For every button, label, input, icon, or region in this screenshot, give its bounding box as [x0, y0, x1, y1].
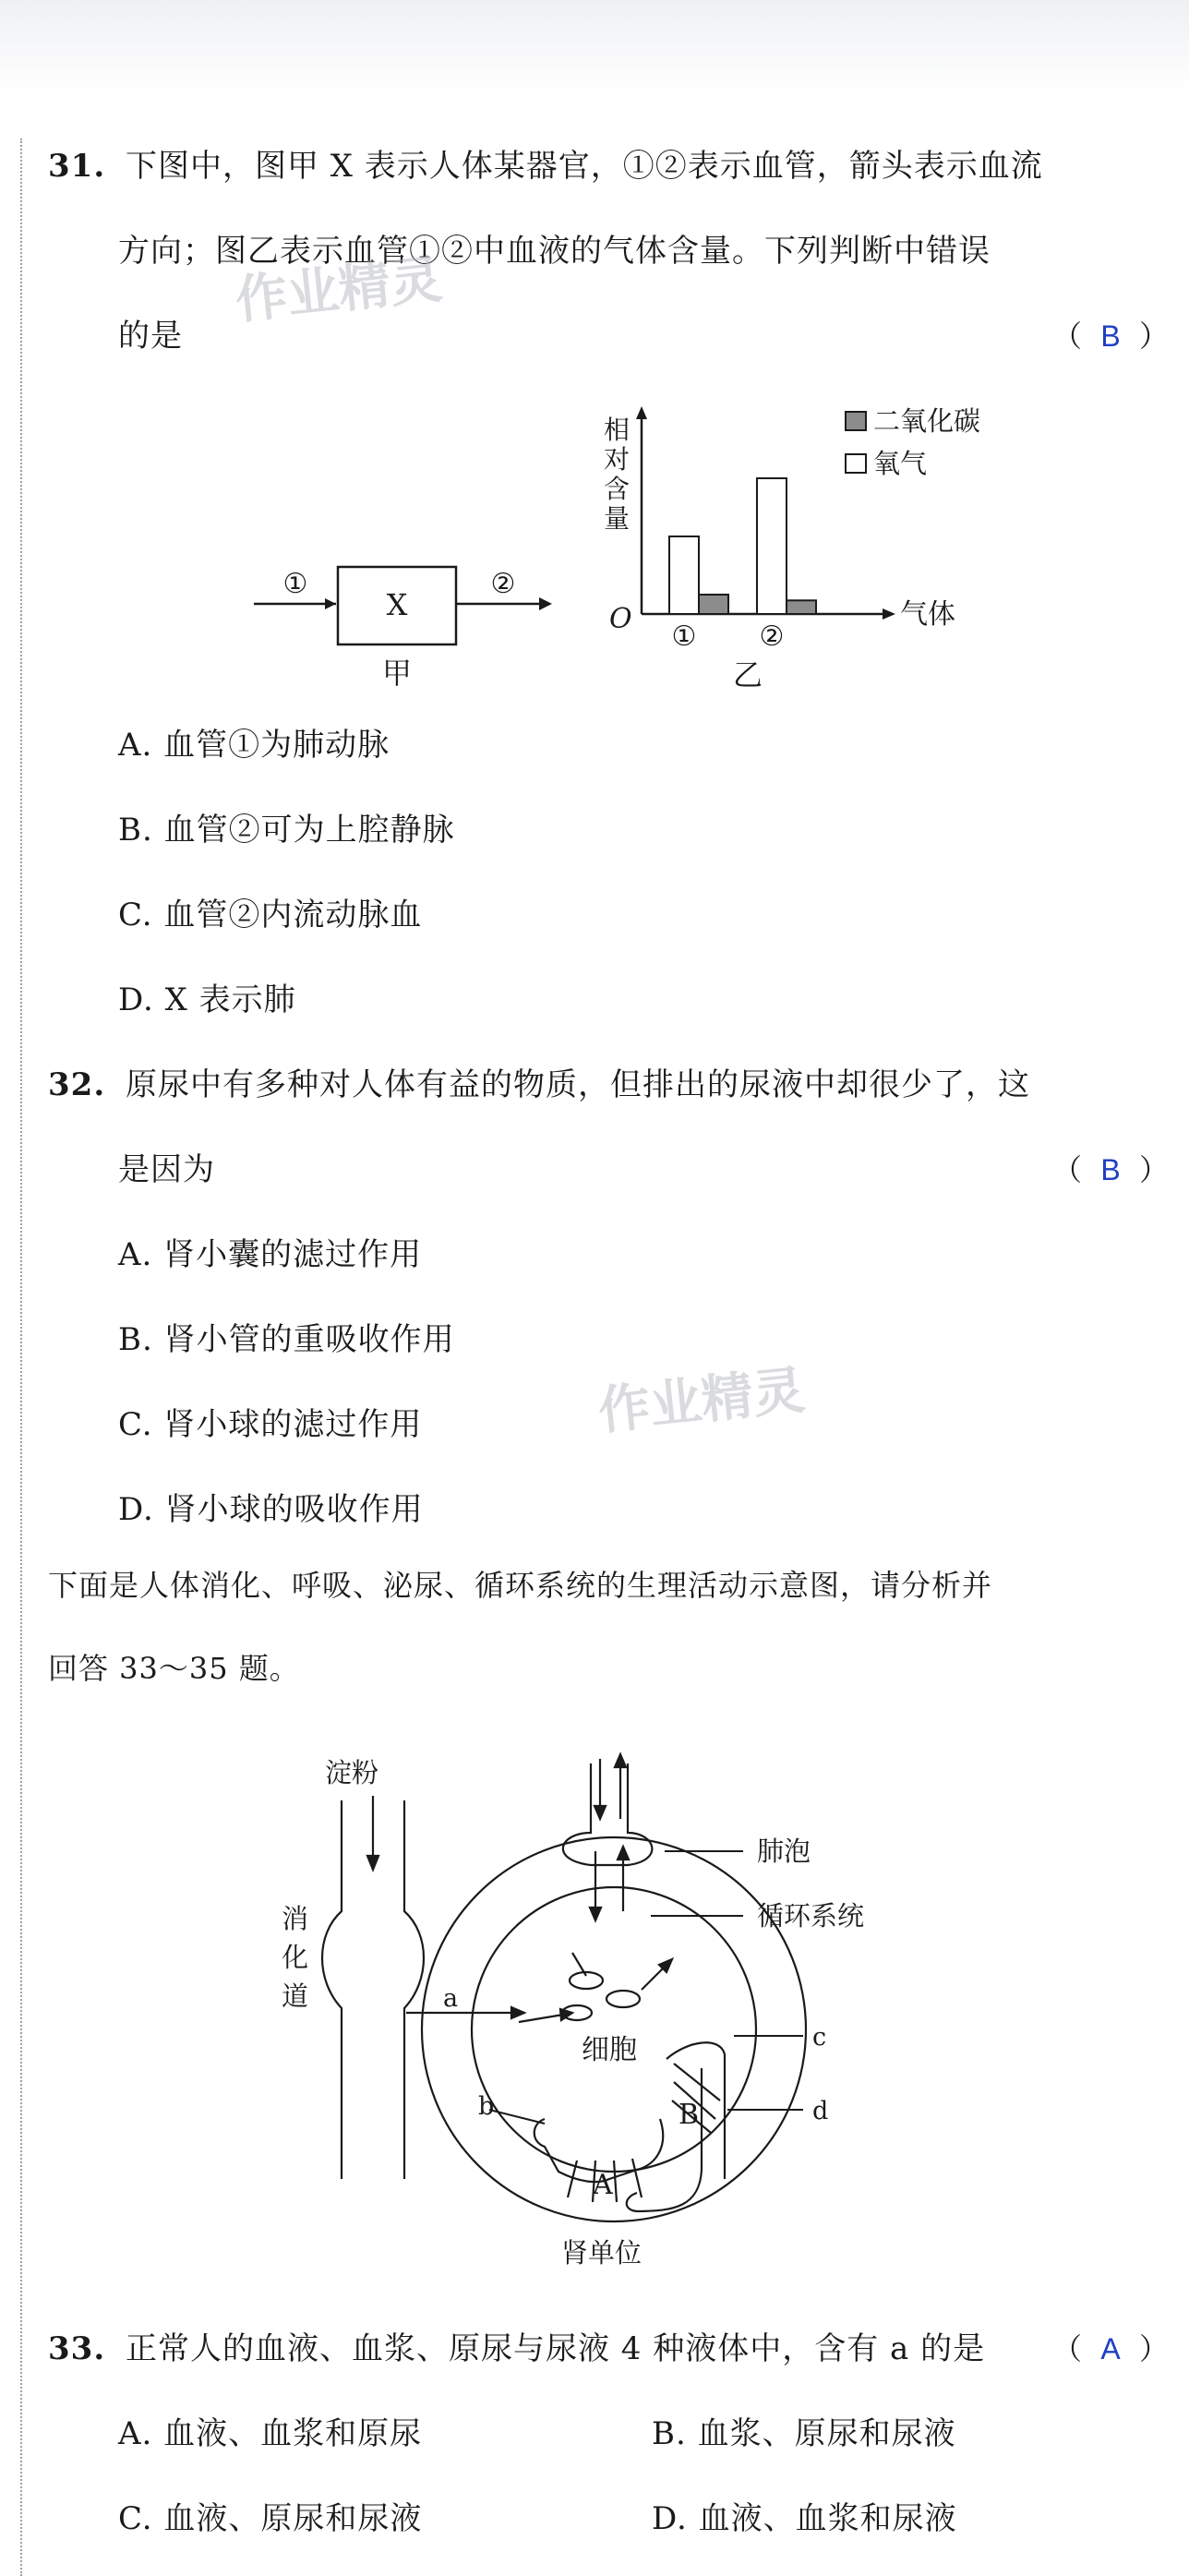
q32-option-b: B. 肾小管的重吸收作用 [118, 1321, 455, 1358]
label-B: B [679, 2099, 700, 2131]
label-b: b [478, 2092, 495, 2121]
co2-to-alveolus-arrowhead [618, 1847, 629, 1860]
q33-stem: 正常人的血液、血浆、原尿与尿液 4 种液体中，含有 a 的是 [125, 2330, 986, 2367]
starch-arrowhead [367, 1856, 378, 1870]
bars-group [669, 478, 816, 614]
q32-option-a: A. 肾小囊的滤过作用 [118, 1236, 423, 1273]
cell-label: 细胞 [582, 2034, 637, 2066]
q32-option-c: C. 肾小球的滤过作用 [118, 1406, 423, 1443]
digestive-tract-label-3: 道 [282, 1980, 309, 2012]
x-axis-arrowhead [883, 608, 895, 620]
q31-stem-line-1: 下图中，图甲 X 表示人体某器官，①②表示血管，箭头表示血流 [125, 148, 1043, 185]
label-a: a [443, 1984, 459, 2013]
q32-answer: B [1100, 1153, 1121, 1186]
y-axis-label-char: 对 [603, 444, 631, 475]
bar-oxygen-2 [757, 478, 787, 614]
q31-answer: B [1100, 319, 1121, 353]
x-tick-label-1: ① [671, 620, 697, 653]
figure-jia-caption: 甲 [381, 656, 413, 691]
intro-line-1: 下面是人体消化、呼吸、泌尿、循环系统的生理活动示意图，请分析并 [48, 1568, 993, 1603]
reabsorption-arrow-1 [674, 2064, 720, 2101]
circulation-label: 循环系统 [757, 1900, 865, 1932]
digestive-tract-label-1: 消 [282, 1903, 309, 1934]
x-tick-labels [672, 620, 785, 653]
inflow-arrowhead [325, 598, 336, 609]
q33-option-d: D. 血液、血浆和尿液 [652, 2500, 957, 2537]
q31-option-b: B. 血管②可为上腔静脉 [118, 812, 455, 849]
cell-circle-inner [472, 1887, 756, 2172]
q31-line-1 [48, 146, 1043, 187]
q31-option-a: A. 血管①为肺动脉 [118, 727, 390, 764]
alveolus-label: 肺泡 [757, 1836, 811, 1867]
organ-x-label: X [386, 587, 408, 622]
label-A: A [593, 2169, 613, 2201]
air-out-arrowhead [615, 1754, 626, 1767]
outflow-arrowhead [539, 597, 552, 610]
digestive-tract-label-2: 化 [282, 1942, 309, 1973]
q31-option-d: D. X 表示肺 [118, 981, 296, 1018]
label-d: d [812, 2097, 829, 2125]
q31-answer-paren: （ B ） [1052, 319, 1170, 354]
q33-line-1 [48, 2329, 985, 2369]
y-axis-label-char: 量 [603, 503, 631, 534]
digestive-tract-left-wall [322, 1800, 342, 2179]
filtration-arrow-4 [632, 2159, 642, 2197]
vessel-1-label: ① [282, 568, 308, 600]
q33-answer-paren: （ A ） [1052, 2331, 1170, 2366]
figure-yi-caption: 乙 [732, 657, 763, 692]
legend-label-oxygen: 氧气 [873, 448, 928, 479]
cell-organelle-2 [607, 1991, 640, 2007]
bar-co2-1 [699, 595, 728, 614]
figure-yi-chart [591, 397, 997, 702]
bar-co2-2 [787, 600, 816, 614]
figure-jia [240, 545, 572, 692]
q31-number: 31. [48, 148, 106, 185]
y-axis-arrowhead [636, 406, 647, 419]
kidney-tubule-B [627, 2042, 725, 2211]
cell-arrow-2 [642, 1967, 665, 1990]
alveolus-outline [563, 1763, 652, 1865]
oxygen-to-blood-arrowhead [590, 1908, 601, 1920]
starch-label: 淀粉 [325, 1757, 379, 1788]
intro-line-2: 回答 33～35 题。 [48, 1651, 300, 1686]
q33-answer: A [1100, 2332, 1121, 2365]
top-band [0, 0, 1189, 92]
q32-number: 32. [48, 1066, 106, 1103]
y-axis-label-char: 相 [603, 415, 631, 445]
b-leader-line [489, 2110, 545, 2124]
absorption-arrowhead-a [511, 2007, 524, 2018]
digestive-tract-right-wall [404, 1800, 424, 2179]
q32-stem-line-2: 是因为 [118, 1151, 215, 1188]
q33-number: 33. [48, 2330, 106, 2367]
a-to-cell-arrow [519, 2015, 563, 2022]
x-tick-label-2: ② [759, 620, 785, 653]
legend-swatch-co2 [846, 412, 866, 430]
q31-stem-line-2: 方向；图乙表示血管①②中血液的气体含量。下列判断中错误 [118, 233, 991, 270]
q33-option-a: A. 血液、血浆和原尿 [118, 2415, 423, 2452]
q32-stem-line-1: 原尿中有多种对人体有益的物质，但排出的尿液中却很少了，这 [125, 1066, 1030, 1103]
q33-option-b: B. 血浆、原尿和尿液 [652, 2415, 956, 2452]
kidney-unit-label: 肾单位 [561, 2237, 643, 2269]
y-axis-label [604, 415, 630, 534]
q33-option-c: C. 血液、原尿和尿液 [118, 2500, 423, 2537]
q32-line-1 [48, 1065, 1030, 1105]
q32-answer-paren: （ B ） [1052, 1152, 1170, 1187]
air-in-arrowhead [594, 1806, 606, 1819]
origin-label: O [609, 603, 632, 635]
watermark: 作业精灵 [233, 249, 445, 331]
filtration-arrow-3 [614, 2161, 617, 2202]
x-axis-label: 气体 [900, 598, 955, 631]
physiology-diagram [268, 1745, 932, 2281]
legend-label-co2: 二氧化碳 [873, 405, 981, 437]
q32-option-d: D. 肾小球的吸收作用 [118, 1491, 424, 1528]
vessel-2-label: ② [490, 568, 516, 600]
q31-option-c: C. 血管②内流动脉血 [118, 897, 423, 933]
margin-dotted-line [20, 138, 22, 2576]
y-axis-label-char: 含 [603, 474, 631, 504]
watermark-2: 作业精灵 [595, 1360, 808, 1442]
q31-stem-line-3: 的是 [118, 318, 183, 355]
label-c: c [812, 2023, 827, 2052]
legend-swatch-oxygen [846, 454, 866, 473]
bar-oxygen-1 [669, 536, 699, 614]
